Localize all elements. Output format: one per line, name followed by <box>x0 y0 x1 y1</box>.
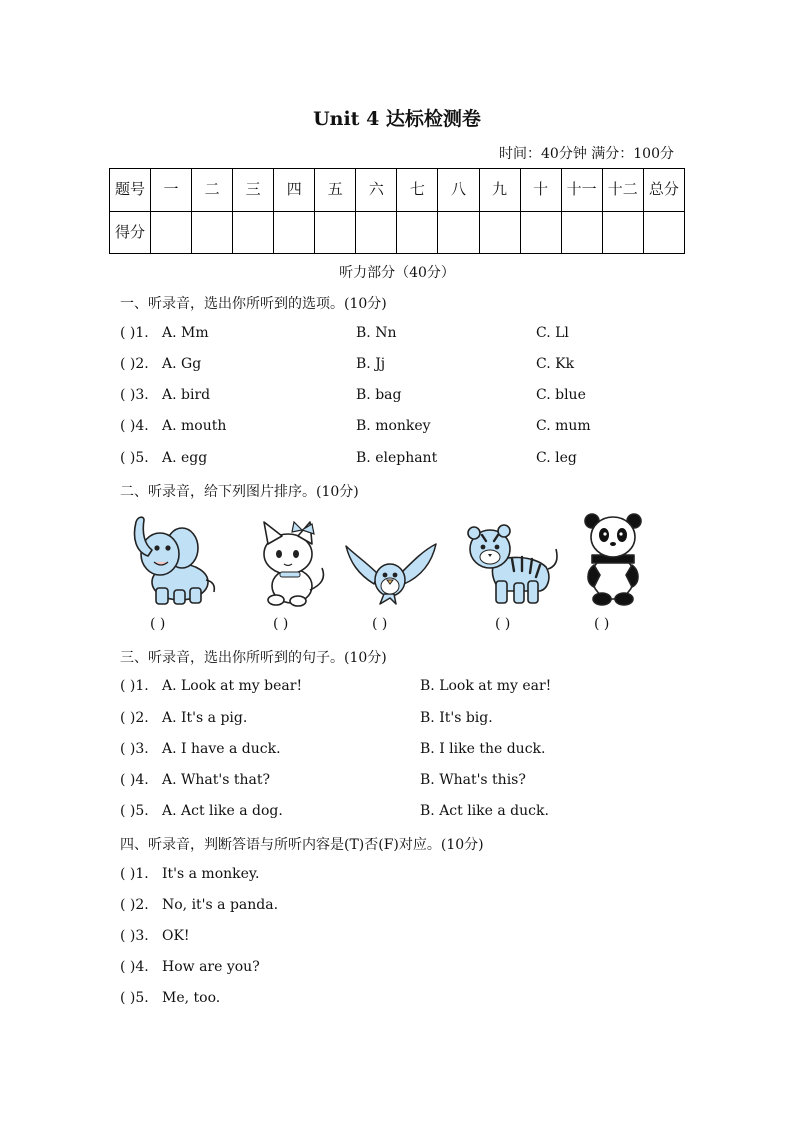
option-b: B. I like the duck. <box>420 741 546 757</box>
score-input-cell[interactable] <box>315 211 356 254</box>
score-input-cell[interactable] <box>643 211 684 254</box>
answer-blank[interactable]: ( )3. <box>120 387 149 403</box>
answer-blank[interactable]: ( )1. <box>120 866 149 882</box>
section1-item <box>120 450 720 470</box>
score-table <box>109 168 685 254</box>
score-cell: 三 <box>233 169 274 212</box>
score-cell: 九 <box>479 169 520 212</box>
option-c: C. Ll <box>536 325 569 341</box>
tiger-icon <box>464 519 560 607</box>
section3-item <box>120 803 720 823</box>
score-row-label: 得分 <box>110 211 151 254</box>
option-a: A. Look at my bear! <box>162 678 303 694</box>
option-a: A. I have a duck. <box>162 741 281 757</box>
section4-item <box>120 990 720 1010</box>
score-cell: 四 <box>274 169 315 212</box>
bird-icon <box>344 538 438 606</box>
section1-item <box>120 356 720 376</box>
option-c: C. blue <box>536 387 586 403</box>
option-b: B. elephant <box>356 450 438 466</box>
score-input-cell[interactable] <box>438 211 479 254</box>
score-input-cell[interactable] <box>479 211 520 254</box>
section4-heading: 四、听录音，判断答语与所听内容是(T)否(F)对应。(10分) <box>120 837 484 853</box>
picture-answer-blank[interactable]: ( ) <box>495 616 511 632</box>
section3-heading: 三、听录音，选出你所听到的句子。(10分) <box>120 650 387 666</box>
picture-answer-blank[interactable]: ( ) <box>273 616 289 632</box>
section1-heading: 一、听录音，选出你所听到的选项。(10分) <box>120 296 387 312</box>
picture-answer-blank[interactable]: ( ) <box>372 616 388 632</box>
panda-icon <box>582 511 644 607</box>
score-input-cell[interactable] <box>192 211 233 254</box>
section1-item <box>120 387 720 407</box>
section3-item <box>120 710 720 730</box>
page-title: Unit 4 达标检测卷 <box>313 108 481 130</box>
option-b: B. Look at my ear! <box>420 678 552 694</box>
answer-blank[interactable]: ( )2. <box>120 710 149 726</box>
section4-item <box>120 866 720 886</box>
answer-blank[interactable]: ( )5. <box>120 450 149 466</box>
answer-blank[interactable]: ( )1. <box>120 325 149 341</box>
answer-blank[interactable]: ( )2. <box>120 356 149 372</box>
section3-item <box>120 678 720 698</box>
option-c: C. leg <box>536 450 577 466</box>
option-b: B. bag <box>356 387 402 403</box>
response-text: Me, too. <box>162 990 221 1006</box>
option-c: C. Kk <box>536 356 575 372</box>
score-input-cell[interactable] <box>356 211 397 254</box>
answer-blank[interactable]: ( )4. <box>120 418 149 434</box>
option-b: B. Act like a duck. <box>420 803 549 819</box>
option-a: A. Mm <box>162 325 209 341</box>
answer-blank[interactable]: ( )3. <box>120 928 149 944</box>
score-cell: 七 <box>397 169 438 212</box>
response-text: It's a monkey. <box>162 866 260 882</box>
picture-answer-blank[interactable]: ( ) <box>150 616 166 632</box>
option-a: A. bird <box>162 387 211 403</box>
option-c: C. mum <box>536 418 591 434</box>
section3-item <box>120 741 720 761</box>
score-cell: 十 <box>520 169 561 212</box>
section2-heading: 二、听录音，给下列图片排序。(10分) <box>120 484 359 500</box>
answer-blank[interactable]: ( )1. <box>120 678 149 694</box>
score-input-cell[interactable] <box>274 211 315 254</box>
answer-blank[interactable]: ( )4. <box>120 959 149 975</box>
response-text: How are you? <box>162 959 260 975</box>
score-table-score-row <box>110 211 685 254</box>
section4-item <box>120 928 720 948</box>
section4-item <box>120 897 720 917</box>
score-input-cell[interactable] <box>602 211 643 254</box>
listening-part-header: 听力部分（40分） <box>339 265 455 281</box>
score-input-cell[interactable] <box>397 211 438 254</box>
score-cell-label: 题号 <box>110 169 151 212</box>
score-cell: 五 <box>315 169 356 212</box>
option-a: A. egg <box>162 450 208 466</box>
score-cell: 六 <box>356 169 397 212</box>
answer-blank[interactable]: ( )3. <box>120 741 149 757</box>
score-cell: 十二 <box>602 169 643 212</box>
section3-item <box>120 772 720 792</box>
score-cell: 八 <box>438 169 479 212</box>
option-b: B. Nn <box>356 325 397 341</box>
answer-blank[interactable]: ( )2. <box>120 897 149 913</box>
score-cell: 十一 <box>561 169 602 212</box>
score-input-cell[interactable] <box>233 211 274 254</box>
option-b: B. Jj <box>356 356 386 372</box>
section1-item <box>120 325 720 345</box>
score-table-header-row <box>110 169 685 212</box>
option-b: B. It's big. <box>420 710 493 726</box>
response-text: No, it's a panda. <box>162 897 279 913</box>
elephant-icon <box>124 508 220 608</box>
option-a: A. It's a pig. <box>162 710 248 726</box>
option-b: B. monkey <box>356 418 431 434</box>
option-a: A. mouth <box>162 418 227 434</box>
section1-item <box>120 418 720 438</box>
score-input-cell[interactable] <box>561 211 602 254</box>
answer-blank[interactable]: ( )5. <box>120 990 149 1006</box>
score-cell: 一 <box>151 169 192 212</box>
option-a: A. Gg <box>162 356 202 372</box>
score-cell: 二 <box>192 169 233 212</box>
score-input-cell[interactable] <box>520 211 561 254</box>
score-input-cell[interactable] <box>151 211 192 254</box>
picture-answer-blank[interactable]: ( ) <box>594 616 610 632</box>
cat-icon <box>254 518 332 608</box>
answer-blank[interactable]: ( )4. <box>120 772 149 788</box>
option-b: B. What's this? <box>420 772 526 788</box>
answer-blank[interactable]: ( )5. <box>120 803 149 819</box>
response-text: OK! <box>162 928 190 944</box>
time-score-info: 时间：40分钟 满分：100分 <box>499 146 674 162</box>
section4-item <box>120 959 720 979</box>
score-cell-total: 总分 <box>643 169 684 212</box>
option-a: A. What's that? <box>162 772 270 788</box>
option-a: A. Act like a dog. <box>162 803 283 819</box>
